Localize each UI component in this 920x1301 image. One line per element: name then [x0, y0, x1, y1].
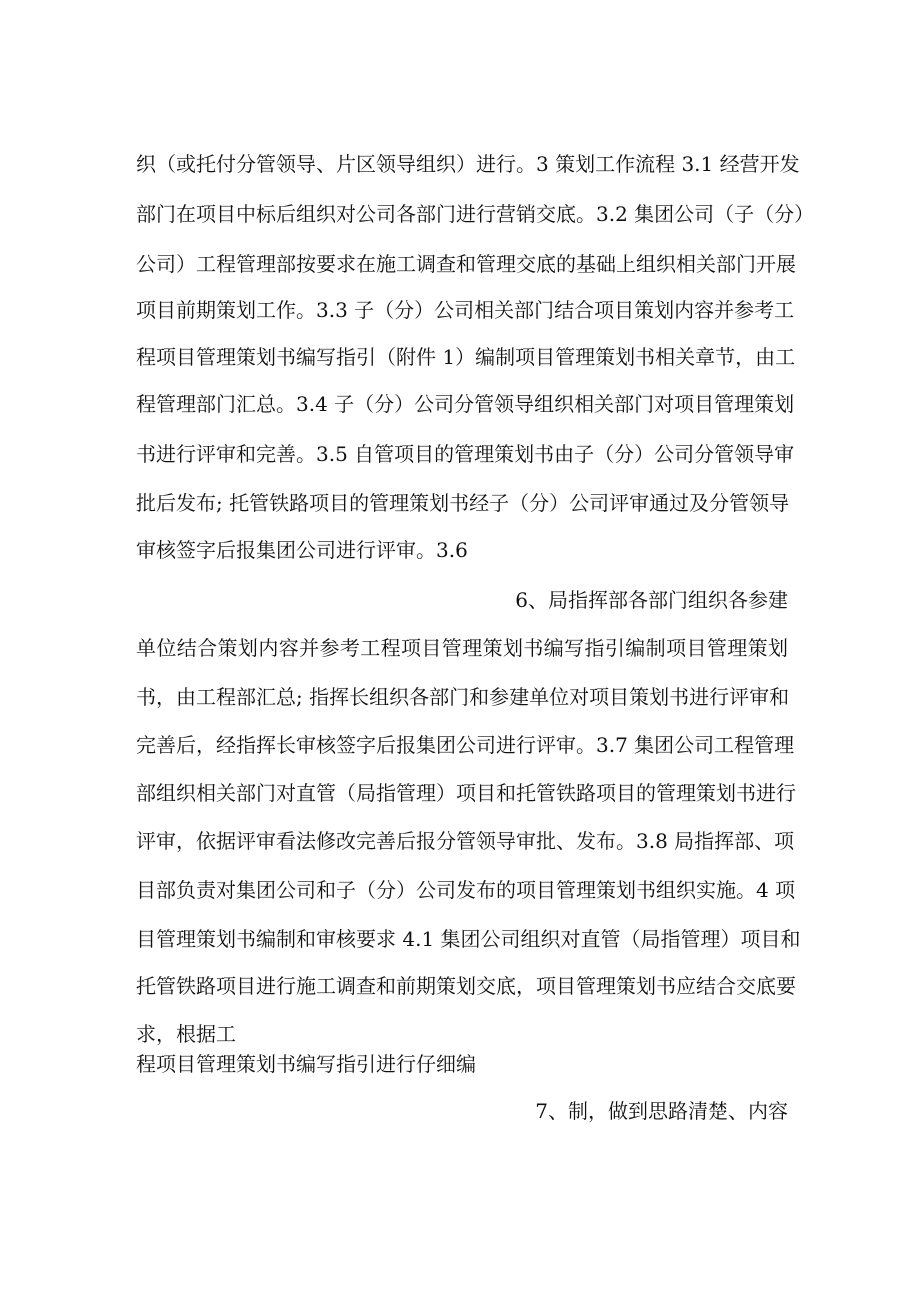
- text-line: 评审，依据评审看法修改完善后报分管领导审批、发布。3.8 局指挥部、项: [136, 829, 795, 853]
- text-line: 公司）工程管理部按要求在施工调查和管理交底的基础上组织相关部门开展: [136, 252, 796, 276]
- text-line: 程项目管理策划书编写指引（附件 1）编制项目管理策划书相关章节，由工: [136, 345, 796, 369]
- text-line: 项目前期策划工作。3.3 子（分）公司相关部门结合项目策划内容并参考工: [136, 298, 795, 322]
- text-line: 书，由工程部汇总; 指挥长组织各部门和参建单位对项目策划书进行评审和: [136, 685, 790, 709]
- text-line: 批后发布; 托管铁路项目的管理策划书经子（分）公司评审通过及分管领导: [136, 491, 790, 515]
- text-line: 目部负责对集团公司和子（分）公司发布的项目管理策划书组织实施。4 项: [136, 878, 796, 902]
- section-heading-6: 6、局指挥部各部门组织各参建: [515, 588, 788, 612]
- text-line: 程管理部门汇总。3.4 子（分）公司分管领导组织相关部门对项目管理策划: [136, 392, 795, 416]
- text-line: 审核签字后报集团公司进行评审。3.6: [136, 538, 468, 562]
- text-line: 目管理策划书编制和审核要求 4.1 集团公司组织对直管（局指管理）项目和: [136, 927, 801, 951]
- text-line-extra: 程项目管理策划书编写指引进行仔细编: [136, 1052, 476, 1076]
- text-line: 书进行评审和完善。3.5 自管项目的管理策划书由子（分）公司分管领导审: [136, 442, 795, 466]
- text-line: 部组织相关部门对直管（局指管理）项目和托管铁路项目的管理策划书进行: [136, 781, 796, 805]
- text-line: 托管铁路项目进行施工调查和前期策划交底，项目管理策划书应结合交底要: [136, 974, 796, 998]
- text-line: 部门在项目中标后组织对公司各部门进行营销交底。3.2 集团公司（子（分）: [136, 202, 815, 226]
- text-line: 单位结合策划内容并参考工程项目管理策划书编写指引编制项目管理策划: [136, 636, 788, 660]
- section-heading-7: 7、制，做到思路清楚、内容: [535, 1099, 788, 1123]
- text-line: 求，根据工: [136, 1022, 236, 1046]
- text-line: 完善后，经指挥长审核签字后报集团公司进行评审。3.7 集团公司工程管理: [136, 733, 795, 757]
- text-line: 织（或托付分管领导、片区领导组织）进行。3 策划工作流程 3.1 经营开发: [136, 152, 800, 176]
